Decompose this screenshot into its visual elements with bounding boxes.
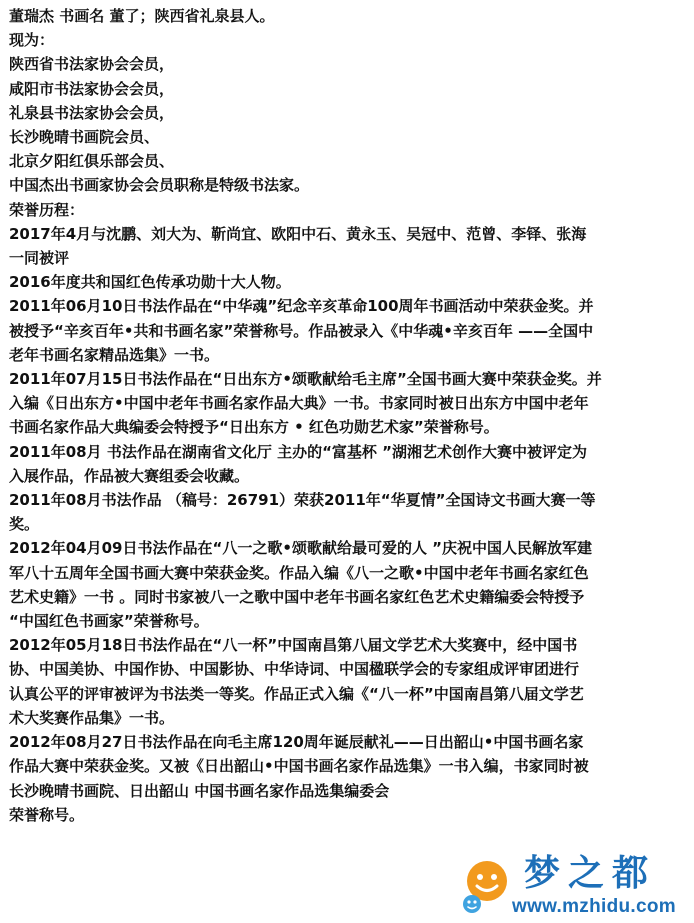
text-line: 艺术史籍》一书 。同时书家被八一之歌中国中老年书画名家红色艺术史籍编委会特授予 bbox=[9, 587, 585, 606]
text-line: 长沙晚晴书画院会员、 bbox=[9, 128, 160, 147]
text-line: 礼泉县书法家协会会员， bbox=[9, 103, 175, 122]
text-line: 奖。 bbox=[9, 515, 40, 534]
text-line: 2016年度共和国红色传承功勋十大人物。 bbox=[9, 273, 291, 292]
text-line: 2011年08月书法作品 （稿号：26791）荣获2011年“华夏情”全国诗文书画大赛一等 bbox=[9, 491, 596, 510]
text-line: 作品大赛中荣获金奖。又被《日出韶山•中国书画名家作品选集》一书入编，书家同时被 bbox=[9, 757, 589, 776]
text-line: “中国红色书画家”荣誉称号。 bbox=[9, 612, 209, 631]
text-line: 2011年06月10日书法作品在“中华魂”纪念辛亥革命100周年书画活动中荣获金奖。并 bbox=[9, 297, 594, 316]
text-line: 入展作品，作品被大赛组委会收藏。 bbox=[9, 466, 250, 485]
text-line: 2012年08月27日书法作品在向毛主席120周年诞辰献礼——日出韶山•中国书画名家 bbox=[9, 733, 584, 752]
text-line: 陕西省书法家协会会员， bbox=[9, 55, 175, 74]
text-line: 书画名家作品大典编委会特授予“日出东方 • 红色功勋艺术家”荣誉称号。 bbox=[9, 418, 499, 437]
text-line: 董瑞杰 书画名 董了；陕西省礼泉县人。 bbox=[9, 7, 275, 25]
text-line: 现为： bbox=[9, 31, 55, 50]
text-line: 荣誉称号。 bbox=[9, 805, 85, 824]
section-heading: 荣誉历程： bbox=[9, 200, 85, 219]
text-line: 2012年04月09日书法作品在“八一之歌•颂歌献给最可爱的人 ”庆祝中国人民解放军建 bbox=[9, 539, 593, 558]
text-line: 军八十五周年全国书画大赛中荣获金奖。作品入编《八一之歌•中国中老年书画名家红色 bbox=[9, 563, 589, 582]
text-line: 2017年4月与沈鹏、刘大为、靳尚宜、欧阳中石、黄永玉、吴冠中、范曾、李铎、张海 bbox=[9, 224, 587, 243]
text-line: 咸阳市书法家协会会员， bbox=[9, 79, 175, 98]
text-line: 2011年08月 书法作品在湖南省文化厅 主办的“富基杯 ”湖湘艺术创作大赛中被评定为 bbox=[9, 442, 588, 461]
text-line: 被授予“辛亥百年•共和书画名家”荣誉称号。作品被录入《中华魂•辛亥百年 ——全国中 bbox=[9, 321, 594, 340]
text-line: 长沙晚晴书画院、日出韶山 中国书画名家作品选集编委会 bbox=[9, 781, 390, 800]
site-watermark bbox=[450, 848, 694, 923]
smiley-logo-icon bbox=[456, 854, 518, 916]
text-line: 2012年05月18日书法作品在“八一杯”中国南昌第八届文学艺术大奖赛中，经中国书 bbox=[9, 636, 578, 655]
watermark-url: www.mzhidu.com bbox=[512, 896, 676, 917]
text-line: 术大奖赛作品集》一书。 bbox=[9, 708, 175, 727]
text-line: 认真公平的评审被评为书法类一等奖。作品正式入编《“八一杯”中国南昌第八届文学艺 bbox=[9, 684, 584, 703]
text-line: 入编《日出东方•中国中老年书画名家作品大典》一书。书家同时被日出东方中国中老年 bbox=[9, 394, 589, 413]
text-line: 老年书画名家精品选集》一书。 bbox=[9, 345, 220, 364]
text-line: 一同被评 bbox=[9, 249, 70, 268]
text-line: 中国杰出书画家协会会员职称是特级书法家。 bbox=[9, 176, 310, 195]
text-line: 2011年07月15日书法作品在“日出东方•颂歌献给毛主席”全国书画大赛中荣获金奖。并 bbox=[9, 370, 602, 389]
watermark-title: 梦之都 bbox=[524, 852, 657, 894]
text-line: 协、中国美协、中国作协、中国影协、中华诗词、中国楹联学会的专家组成评审团进行 bbox=[9, 660, 580, 679]
text-line: 北京夕阳红俱乐部会员、 bbox=[9, 152, 175, 171]
document-body bbox=[9, 4, 689, 827]
